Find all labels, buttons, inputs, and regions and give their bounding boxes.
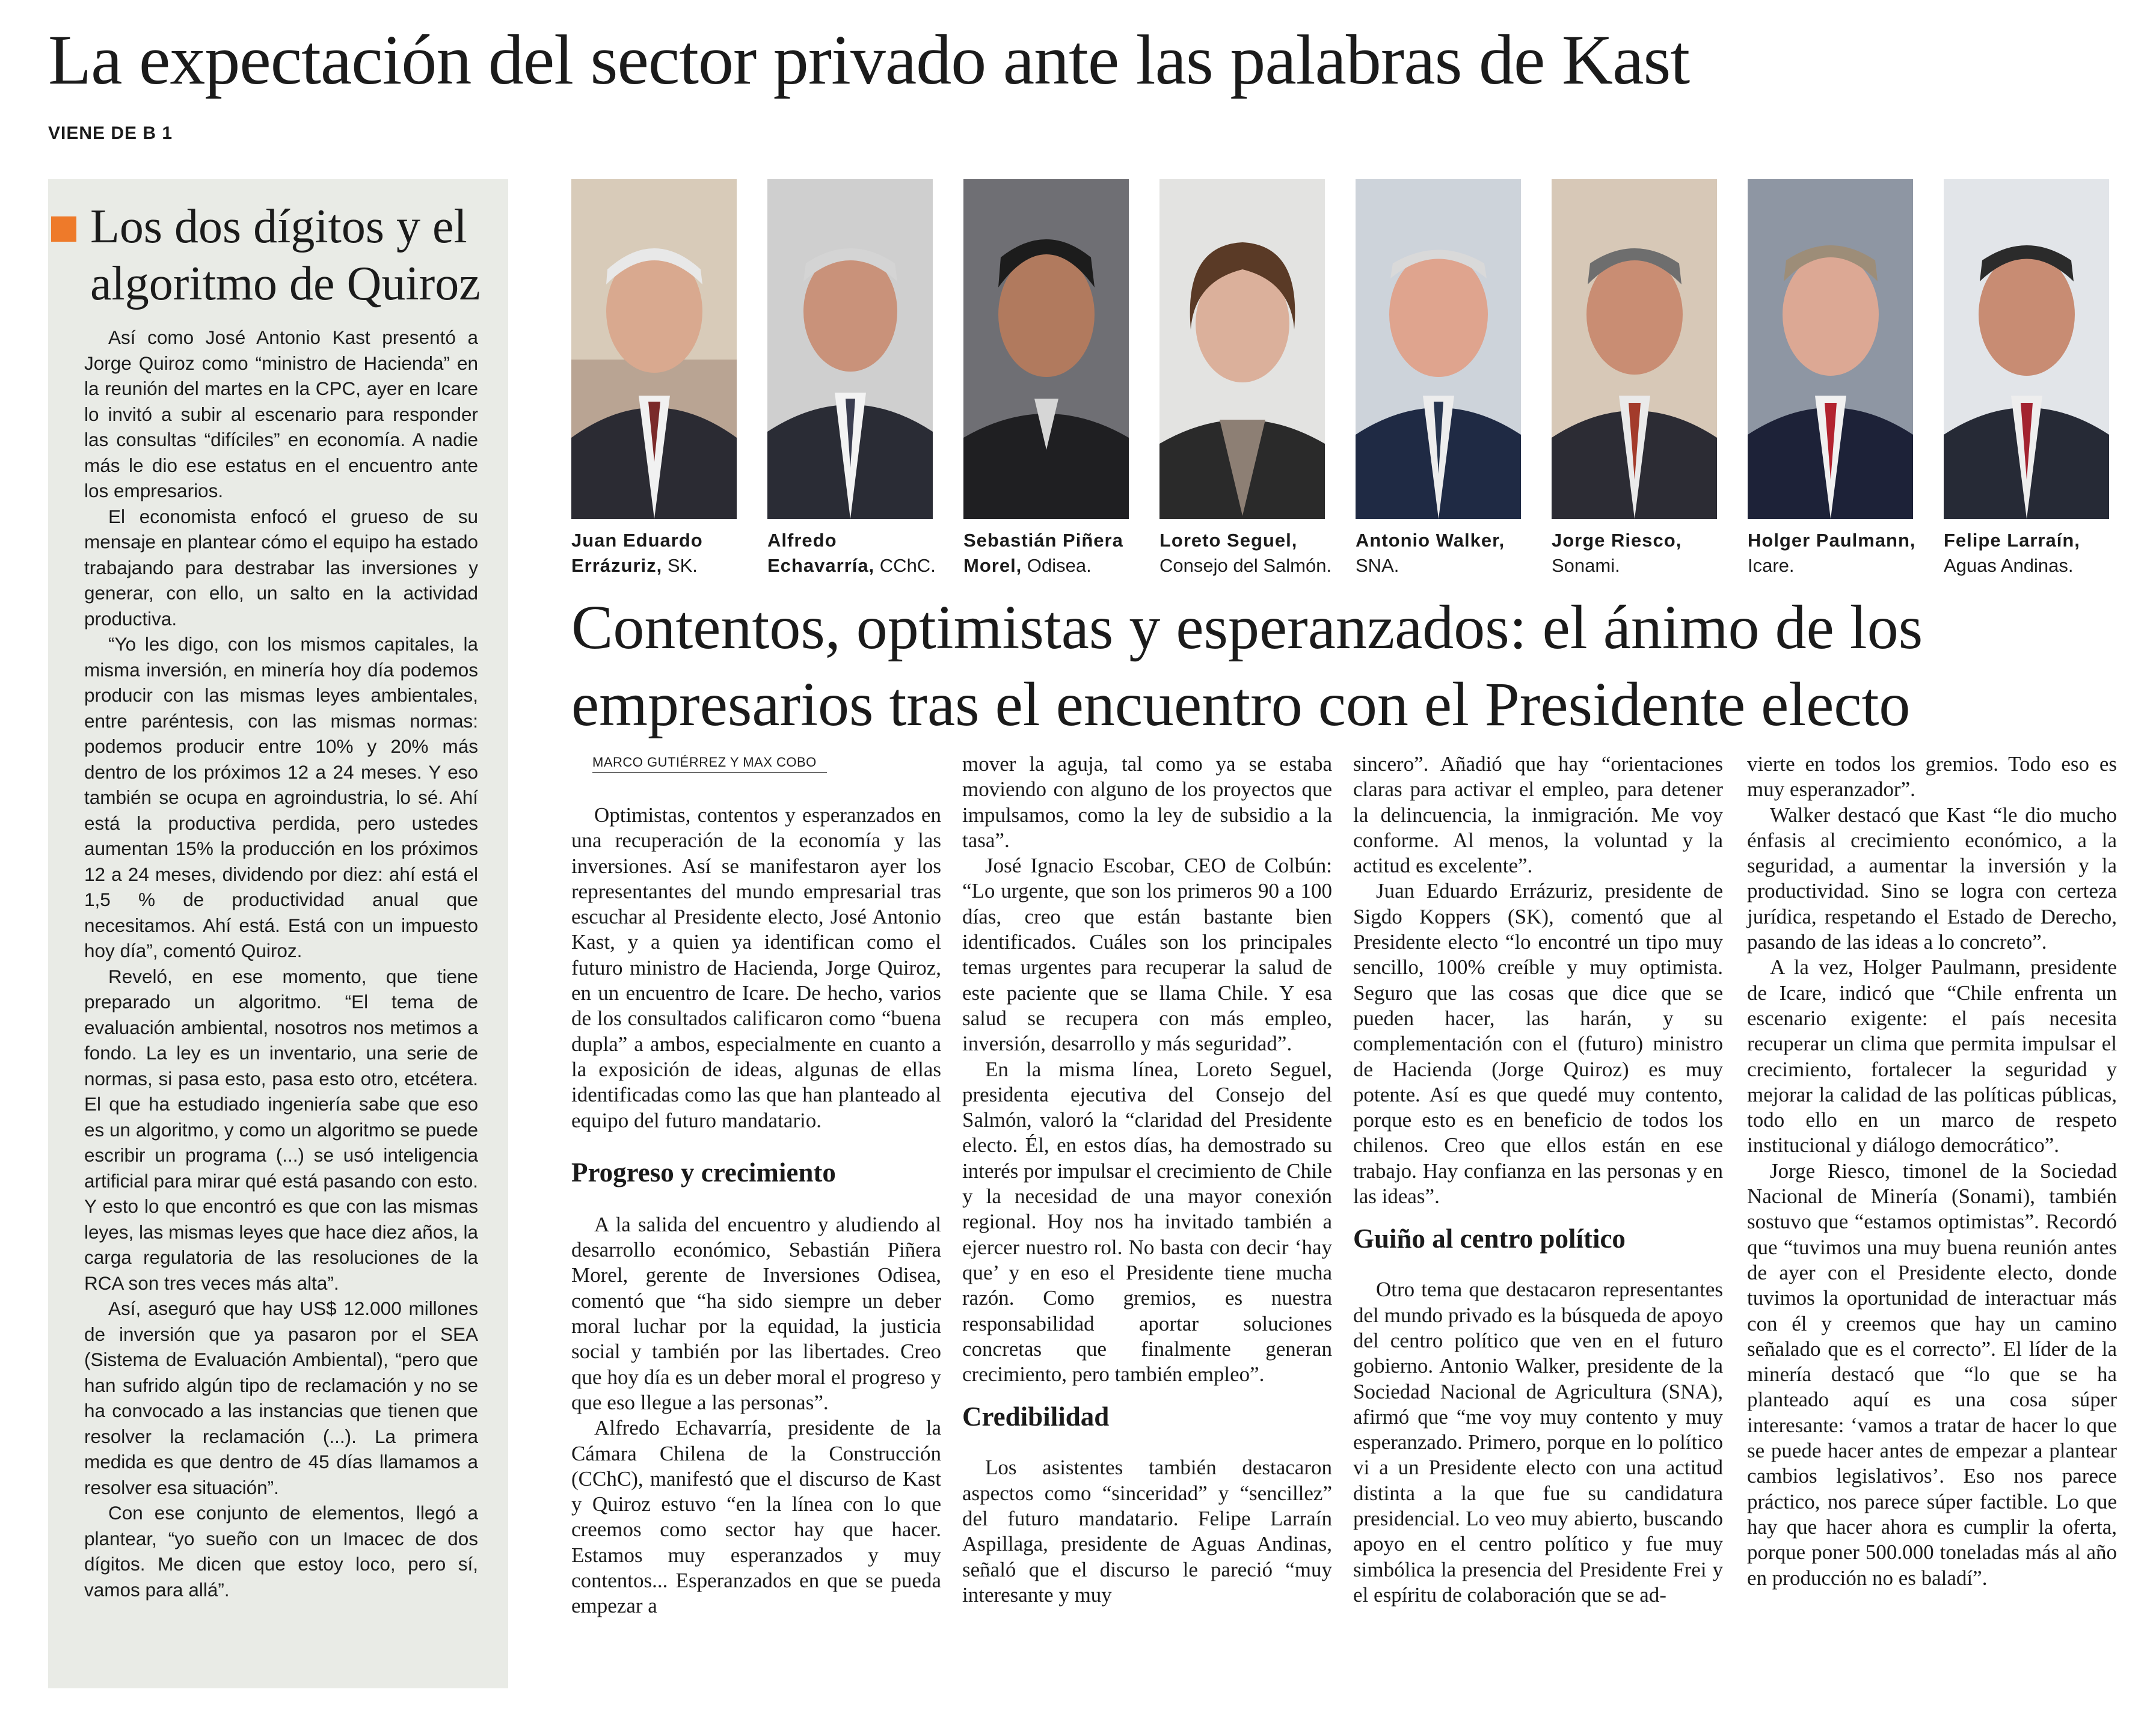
article-paragraph: José Ignacio Escobar, CEO de Colbún: “Lo urgente, que son los primeros 90 a 100 días, creo que están bastante bien identificados. Cuáles son los principales temas urgentes para recuperar la salud de este paciente que se llama Chile. Y esa salud se recupera con más empleo, inversión, desarrollo y más seguridad”. — [962, 854, 1332, 1056]
caption-org: Aguas Andinas. — [1944, 555, 2074, 576]
caption-name: Sebastián Piñera Morel, — [963, 530, 1123, 576]
caption-name: Holger Paulmann, — [1748, 530, 1916, 551]
orange-square-icon — [51, 216, 76, 242]
article-subheading: Progreso y crecimiento — [571, 1157, 836, 1187]
caption-org: Sonami. — [1552, 555, 1620, 576]
caption-name: Antonio Walker, — [1356, 530, 1505, 551]
article-column — [962, 752, 1332, 1608]
caption-name: Felipe Larraín, — [1944, 530, 2080, 551]
sidebar-paragraph: Con ese conjunto de elementos, llegó a plantear, “yo sueño con un Imacec de dos dígitos. Me dicen que estoy loco, pero sí, vamos para allá”. — [84, 1502, 478, 1601]
article-column — [1353, 752, 1723, 1608]
portrait-photo — [1552, 179, 1717, 519]
caption-org: SNA. — [1356, 555, 1399, 576]
photo-caption — [1944, 528, 2118, 578]
article-byline: MARCO GUTIÉRREZ Y MAX COBO — [592, 755, 817, 770]
article-paragraph: Walker destacó que Kast “le dio mucho énfasis al crecimiento económico, a la seguridad, a aumentar la inversión y la productividad. Sino se logra con certeza jurídica, respetando el Estado de Derecho, pasando de las ideas a lo concreto”. — [1747, 803, 2117, 954]
byline-divider — [592, 772, 827, 773]
caption-org: Odisea. — [1027, 555, 1092, 576]
portrait-photo — [767, 179, 933, 519]
sidebar-paragraph: Así, aseguró que hay US$ 12.000 millones de inversión que ya pasaron por el SEA (Sistema de Evaluación Ambiental), “pero que han sufrido algún tipo de reclamación y no se ha convocado a las instancias que tienen que resolver la reclamación (...). La primera medida es que dentro de 45 días llamamos a resolver esa situación”. — [84, 1298, 478, 1498]
caption-org: Icare. — [1748, 555, 1795, 576]
photo-caption — [1356, 528, 1530, 578]
article-paragraph: En la misma línea, Loreto Seguel, presidenta ejecutiva del Consejo del Salmón, valoró la “claridad del Presidente electo. Él, en estos días, ha demostrado su interés por impulsar el crecimiento de Chile y la necesidad de una mayor conexión regional. Hoy nos ha invitado también a ejercer nuestro rol. No basta con decir ‘hay que’ y en eso el Presidente tiene mucha razón. Como gremios, es nuestra responsabilidad aportar soluciones concretas que finalmente generan crecimiento, pero también empleo”. — [962, 1057, 1332, 1386]
caption-org: CChC. — [879, 555, 936, 576]
article-paragraph: sincero”. Añadió que hay “orientaciones claras para activar el empleo, para detener la delincuencia, la inmigración. Me voy conforme. Al menos, la voluntad y la actitud es excelente”. — [1353, 752, 1723, 878]
sidebar-paragraph: El economista enfocó el grueso de su mensaje en plantear cómo el equipo ha estado trabajando para destrabar las inversiones y generar, con ello, un salto en la actividad productiva. — [84, 505, 478, 630]
article-paragraph: Otro tema que destacaron representantes del mundo privado es la búsqueda de apoyo del centro político que ven en el futuro gobierno. Antonio Walker, presidente de la Sociedad Nacional de Agricultura (SNA), afirmó que “me voy muy contento y muy esperanzado. Primero, porque en lo político vi a un Presidente electo con una actitud distinta a la que fue su candidatura presidencial. Lo veo muy abierto, buscando apoyo en el centro político y fue muy simbólica la presencia del Presidente Frei y el espíritu de colaboración que se ad- — [1353, 1278, 1723, 1607]
caption-name: Jorge Riesco, — [1552, 530, 1682, 551]
portrait-photo — [1944, 179, 2109, 519]
portrait-photo — [1748, 179, 1913, 519]
photo-caption — [963, 528, 1138, 578]
caption-name: Loreto Seguel, — [1159, 530, 1298, 551]
article-column — [1747, 752, 2117, 1591]
sidebar-body — [84, 325, 478, 1602]
article-subheading: Guiño al centro político — [1353, 1224, 1626, 1254]
page-title: La expectación del sector privado ante las palabras de Kast — [48, 20, 1690, 99]
article-subheading: Credibilidad — [962, 1402, 1110, 1432]
article-paragraph: mover la aguja, tal como ya se estaba moviendo con alguno de los proyectos que impulsamos, como la ley de subsidio a la tasa”. — [962, 752, 1332, 852]
caption-name: Alfredo Echavarría, — [767, 530, 875, 576]
photo-caption — [767, 528, 942, 578]
photo-caption — [1159, 528, 1334, 578]
caption-org: Consejo del Salmón. — [1159, 555, 1332, 576]
portrait-photo — [1356, 179, 1521, 519]
article-paragraph: Los asistentes también destacaron aspectos como “sinceridad” y “sencillez” del futuro mandatario. Felipe Larraín Aspillaga, presidente de Aguas Andinas, señaló que el discurso le pareció “muy interesante y muy — [962, 1456, 1332, 1607]
sidebar-title: Los dos dígitos y el algoritmo de Quiroz — [90, 200, 481, 310]
sidebar-paragraph: Reveló, en ese momento, que tiene preparado un algoritmo. “El tema de evaluación ambiental, nosotros nos metimos a fondo. La ley es un inventario, una serie de normas, si pasa esto, pasa esto otro, etcétera. El que ha estudiado ingeniería sabe que eso es un algoritmo, y como un algoritmo se puede escribir un programa (...) se usó inteligencia artificial para mirar qué está pasando con esto. Y esto lo que encontró es que con las mismas leyes, las mismas leyes que hace diez años, la carga regulatoria de las resoluciones de la RCA son tres veces más alta”. — [84, 965, 478, 1294]
caption-org: SK. — [667, 555, 698, 576]
portrait-photo — [1159, 179, 1325, 519]
article-paragraph: A la salida del encuentro y aludiendo al desarrollo económico, Sebastián Piñera Morel, gerente de Inversiones Odisea, comentó que “ha sido siempre un deber moral luchar por la equidad, la justicia social y también por las libertades. Creo que hoy día es un deber moral el progreso y que eso llegue a las personas”. — [571, 1212, 941, 1414]
article-paragraph: A la vez, Holger Paulmann, presidente de Icare, indicó que “Chile enfrenta un escenario exigente: el país necesita recuperar un clima que permita impulsar el crecimiento, fortalecer la seguridad y mejorar la calidad de las políticas públicas, todo ello en un marco de respeto institucional y diálogo democrático”. — [1747, 955, 2117, 1157]
sidebar-paragraph: “Yo les digo, con los mismos capitales, la misma inversión, en minería hoy día podemos producir con las mismas leyes ambientales, entre paréntesis, con las mismas normas: podemos producir entre 10% y 20% más dentro de los próximos 12 a 24 meses. Y eso también se ocupa en agroindustria, lo sé. Ahí está la productiva perdida, pero ustedes aumentan 15% la producción en los próximos 12 a 24 meses, dividendo por diez: ahí está el 1,5 % de productividad anual que necesitamos. Ahí está. Está con un impuesto hoy día”, comentó Quiroz. — [84, 633, 478, 961]
photo-caption — [1748, 528, 1922, 578]
continued-from-label: VIENE DE B 1 — [48, 123, 173, 143]
sidebar-paragraph: Así como José Antonio Kast presentó a Jorge Quiroz como “ministro de Hacienda” en la reunión del martes en la CPC, ayer en Icare lo invitó a subir al escenario para responder las consultas “difíciles” en economía. A nadie más le dio ese estatus en el encuentro ante los empresarios. — [84, 326, 478, 501]
article-paragraph: Jorge Riesco, timonel de la Sociedad Nacional de Minería (Sonami), también sostuvo que “estamos optimistas”. Recordó que “tuvimos una muy buena reunión antes de ayer con el Presidente electo, donde tuvimos la oportunidad de interactuar más con él y creemos que hay un camino señalado que es el correcto”. El líder de la minería destacó que “lo que se ha planteado aquí es una cosa súper interesante: ‘vamos a tratar de hacer lo que se puede hacer antes de empezar a plantear cambios legislativos’. Eso nos parece práctico, nos parece súper factible. Lo que hay que hacer ahora es cumplir la oferta, porque poner 500.000 toneladas más al año en producción no es baladí”. — [1747, 1159, 2117, 1590]
caption-name: Juan Eduardo Errázuriz, — [571, 530, 703, 576]
article-headline: Contentos, optimistas y esperanzados: el ánimo de los empresarios tras el encuentro con el Presidente electo — [571, 593, 1923, 739]
article-column — [571, 803, 941, 1619]
article-paragraph: Optimistas, contentos y esperanzados en una recuperación de la economía y las inversiones. Así se manifestaron ayer los representantes del mundo empresarial tras escuchar al Presidente electo, José Antonio Kast, y a quien ya identifican como el futuro ministro de Hacienda, Jorge Quiroz, en un encuentro de Icare. De hecho, varios de los consultados calificaron como “buena dupla” a ambos, especialmente en cuanto a la exposición de ideas, algunas de ellas identificadas como las que han planteado al equipo del futuro mandatario. — [571, 803, 941, 1132]
portrait-photo — [571, 179, 737, 519]
article-paragraph: Alfredo Echavarría, presidente de la Cámara Chilena de la Construcción (CChC), manifestó que el discurso de Kast y Quiroz estuvo “en la línea con lo que creemos como sector hay que hacer. Estamos muy esperanzados y muy contentos... Esperanzados en que se pueda empezar a — [571, 1416, 941, 1618]
portrait-photo — [963, 179, 1129, 519]
photo-caption — [1552, 528, 1726, 578]
photo-caption — [571, 528, 746, 578]
article-paragraph: vierte en todos los gremios. Todo eso es muy esperanzador”. — [1747, 752, 2117, 801]
article-paragraph: Juan Eduardo Errázuriz, presidente de Sigdo Koppers (SK), comentó que al Presidente electo “lo encontré un tipo muy sencillo, 100% creíble y muy optimista. Seguro que las cosas que dice que se pueden hacer, las harán, y su complementación con el (futuro) ministro de Hacienda (Jorge Quiroz) es muy potente. Así es que quedé muy contento, porque esto es en beneficio de todos los chilenos. Creo que ellos están en ese trabajo. Hay confianza en las personas y en las ideas”. — [1353, 879, 1723, 1209]
